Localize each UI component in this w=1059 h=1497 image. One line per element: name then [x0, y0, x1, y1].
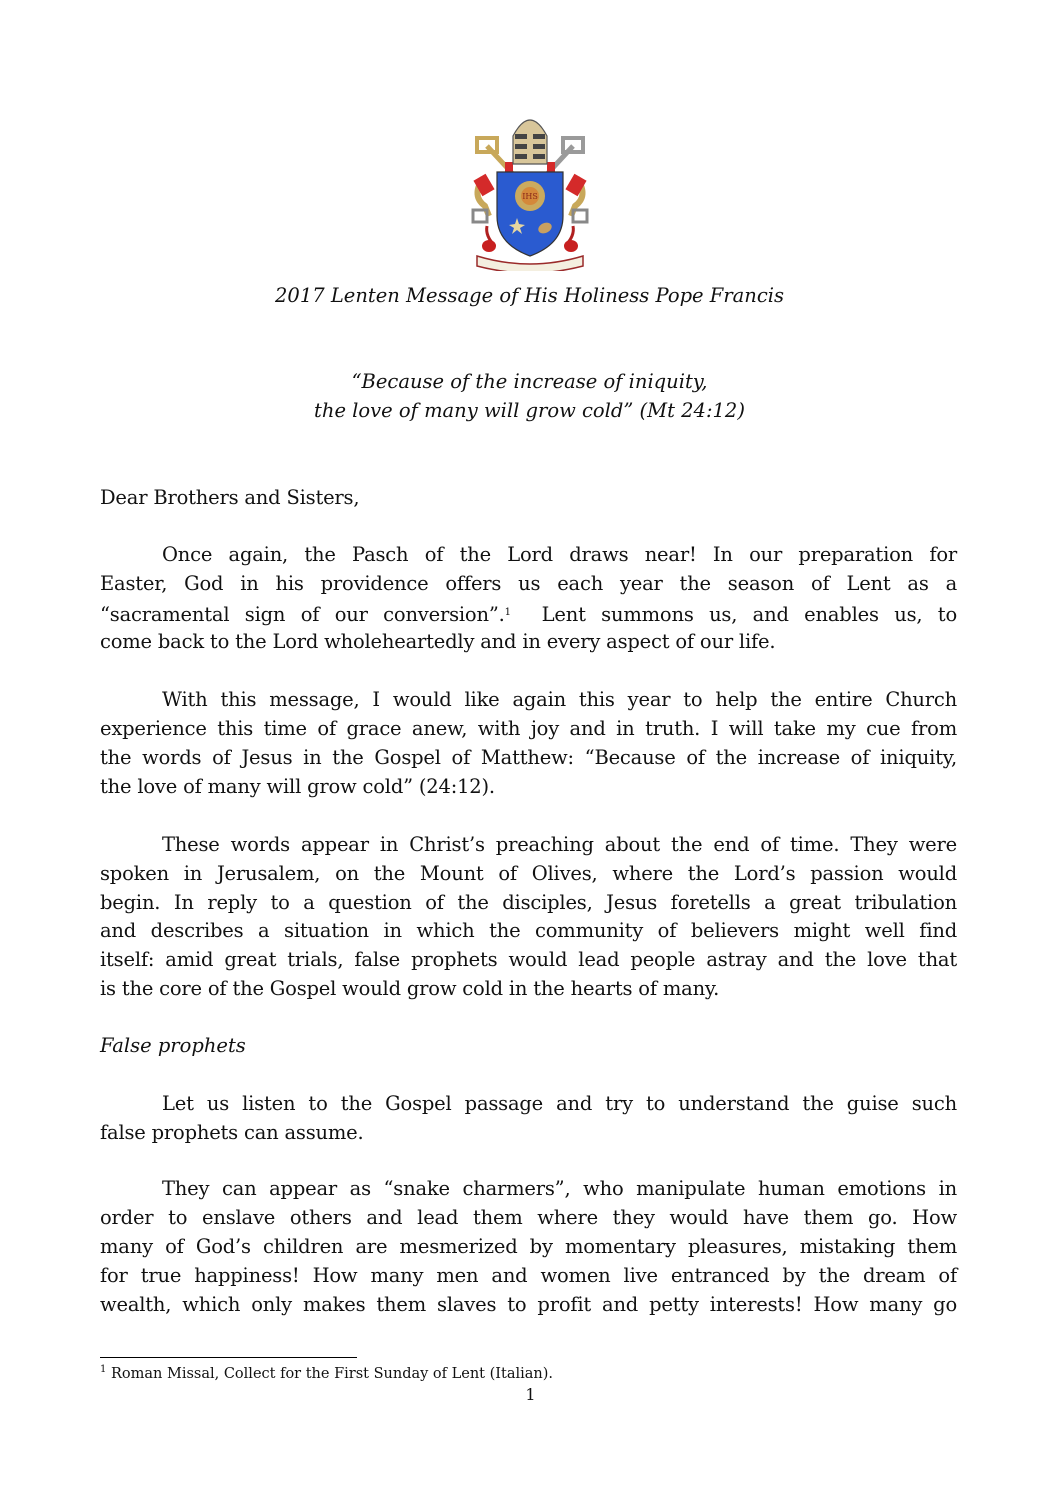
paragraph-text: Lent summons us, and enables us, to: [510, 603, 957, 626]
mitre-icon: [513, 120, 547, 164]
footnote: [100, 1364, 553, 1382]
footnote-number: 1: [100, 1364, 107, 1375]
paragraph-line: itself: amid great trials, false prophets would lead people astray and the love that: [100, 948, 957, 971]
paragraph-line: These words appear in Christ’s preaching about the end of time. They were: [162, 833, 957, 856]
footnote-reference[interactable]: 1: [504, 607, 511, 618]
paragraph-line: the love of many will grow cold” (24:12).: [100, 775, 495, 798]
page-number: 1: [525, 1385, 536, 1404]
paragraph-line: order to enslave others and lead them where they would have them go. How: [100, 1206, 957, 1229]
paragraph-line: false prophets can assume.: [100, 1121, 364, 1144]
paragraph-line: They can appear as “snake charmers”, who manipulate human emotions in: [162, 1177, 957, 1200]
sun-emblem-icon: [515, 181, 545, 211]
epigraph-line: “Because of the increase of iniquity,: [351, 370, 708, 393]
paragraph-line: the words of Jesus in the Gospel of Matthew: “Because of the increase of iniquity,: [100, 746, 957, 769]
paragraph-line: for true happiness! How many men and women live entranced by the dream of: [100, 1264, 957, 1287]
paragraph-line: Once again, the Pasch of the Lord draws near! In our preparation for: [162, 543, 957, 566]
footnote-text: Roman Missal, Collect for the First Sunday of Lent (Italian).: [106, 1366, 553, 1382]
paragraph-line: With this message, I would like again this year to help the entire Church: [162, 688, 957, 711]
paragraph-line: is the core of the Gospel would grow cold in the hearts of many.: [100, 977, 720, 1000]
footnote-separator: [100, 1357, 357, 1358]
svg-text:IHS: IHS: [522, 192, 538, 201]
paragraph-line: and describes a situation in which the community of believers might well find: [100, 919, 957, 942]
papal-coat-of-arms-icon: [465, 106, 595, 271]
document-title: 2017 Lenten Message of His Holiness Pope Francis: [275, 284, 784, 307]
paragraph-text: “sacramental sign of our conversion”.: [100, 603, 505, 626]
paragraph-line: experience this time of grace anew, with joy and in truth. I will take my cue from: [100, 717, 957, 740]
epigraph-line: the love of many will grow cold” (Mt 24:12): [314, 399, 745, 422]
paragraph-line: spoken in Jerusalem, on the Mount of Olives, where the Lord’s passion would: [100, 862, 957, 885]
paragraph-line: begin. In reply to a question of the disciples, Jesus foretells a great tribulation: [100, 891, 957, 914]
salutation: Dear Brothers and Sisters,: [100, 486, 360, 509]
paragraph-line: come back to the Lord wholeheartedly and in every aspect of our life.: [100, 630, 776, 653]
paragraph-line: [100, 601, 957, 627]
paragraph-line: Easter, God in his providence offers us each year the season of Lent as a: [100, 572, 957, 595]
paragraph-line: Let us listen to the Gospel passage and try to understand the guise such: [162, 1092, 957, 1115]
section-heading: False prophets: [100, 1034, 246, 1057]
paragraph-line: wealth, which only makes them slaves to profit and petty interests! How many go: [100, 1293, 957, 1316]
paragraph-line: many of God’s children are mesmerized by momentary pleasures, mistaking them: [100, 1235, 957, 1258]
